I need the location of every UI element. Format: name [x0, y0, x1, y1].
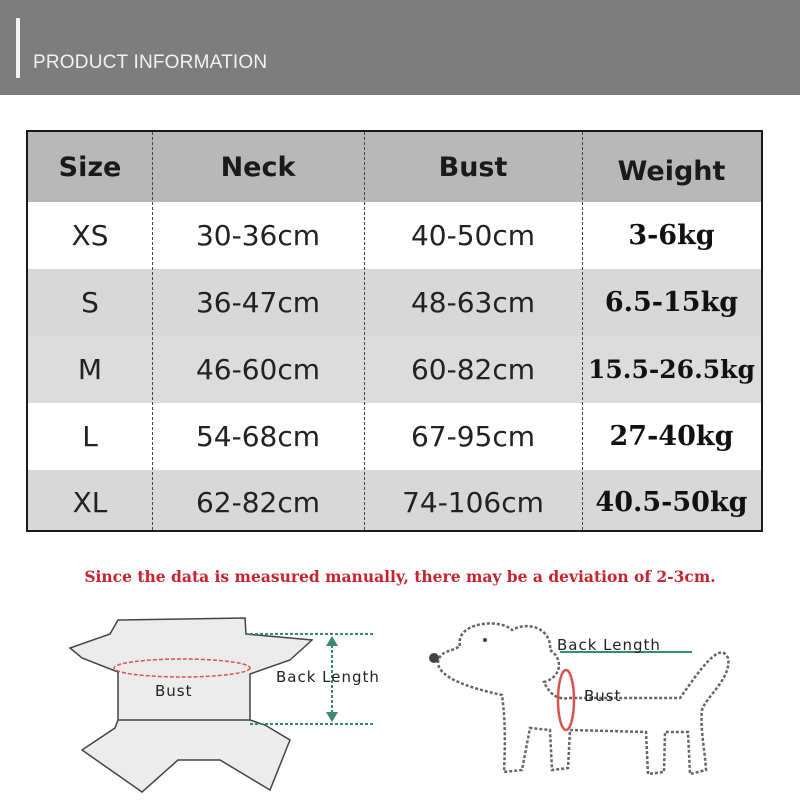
weight-cell: 3-6kg: [628, 220, 715, 251]
bust-cell: 60-82cm: [410, 353, 536, 386]
dog-eye-icon: [483, 638, 487, 642]
header-weight: Weight: [617, 155, 726, 187]
size-cell: M: [77, 353, 103, 386]
dog-bust-label: Bust: [584, 687, 622, 705]
neck-cell: 36-47cm: [195, 286, 321, 319]
banner-accent-bar: [16, 18, 20, 78]
garment-back-length-label: Back Length: [276, 668, 380, 686]
bust-cell: 40-50cm: [410, 219, 536, 252]
table-row: [28, 269, 761, 336]
neck-cell: 30-36cm: [195, 219, 321, 252]
garment-illustration: [70, 618, 312, 792]
header-bust: Bust: [438, 151, 508, 183]
garment-bust-label: Bust: [155, 682, 193, 700]
table-row: [28, 336, 761, 403]
size-cell: XS: [71, 219, 109, 252]
weight-cell: 6.5-15kg: [604, 287, 739, 318]
dog-bust-ring: [558, 670, 574, 730]
column-divider: [582, 132, 583, 530]
size-chart-table: [26, 130, 763, 532]
size-cell: XL: [72, 485, 108, 519]
column-divider: [152, 132, 153, 530]
weight-cell: 15.5-26.5kg: [588, 355, 755, 384]
bust-cell: 74-106cm: [402, 485, 544, 519]
weight-cell: 40.5-50kg: [595, 486, 748, 518]
table-row: [28, 470, 761, 532]
dog-back-length-label: Back Length: [557, 636, 661, 654]
measurement-note: Since the data is measured manually, there may be a deviation of 2-3cm.: [84, 567, 716, 586]
table-header-row: [28, 132, 761, 202]
neck-cell: 54-68cm: [195, 420, 321, 453]
size-cell: L: [82, 420, 98, 453]
header-size: Size: [58, 151, 122, 183]
weight-cell: 27-40kg: [609, 421, 734, 452]
header-banner: [0, 0, 800, 95]
table-row: [28, 202, 761, 269]
arrow-down-icon: [326, 712, 338, 722]
arrow-up-icon: [326, 636, 338, 646]
bust-cell: 67-95cm: [410, 420, 536, 453]
neck-cell: 46-60cm: [195, 353, 321, 386]
banner-title: PRODUCT INFORMATION: [33, 52, 268, 73]
measurement-diagram: [60, 600, 800, 800]
bust-cell: 48-63cm: [410, 286, 536, 319]
table-row: [28, 403, 761, 470]
neck-cell: 62-82cm: [195, 485, 321, 519]
header-neck: Neck: [220, 151, 296, 183]
column-divider: [364, 132, 365, 530]
dog-nose-icon: [429, 653, 439, 663]
size-cell: S: [81, 286, 99, 319]
